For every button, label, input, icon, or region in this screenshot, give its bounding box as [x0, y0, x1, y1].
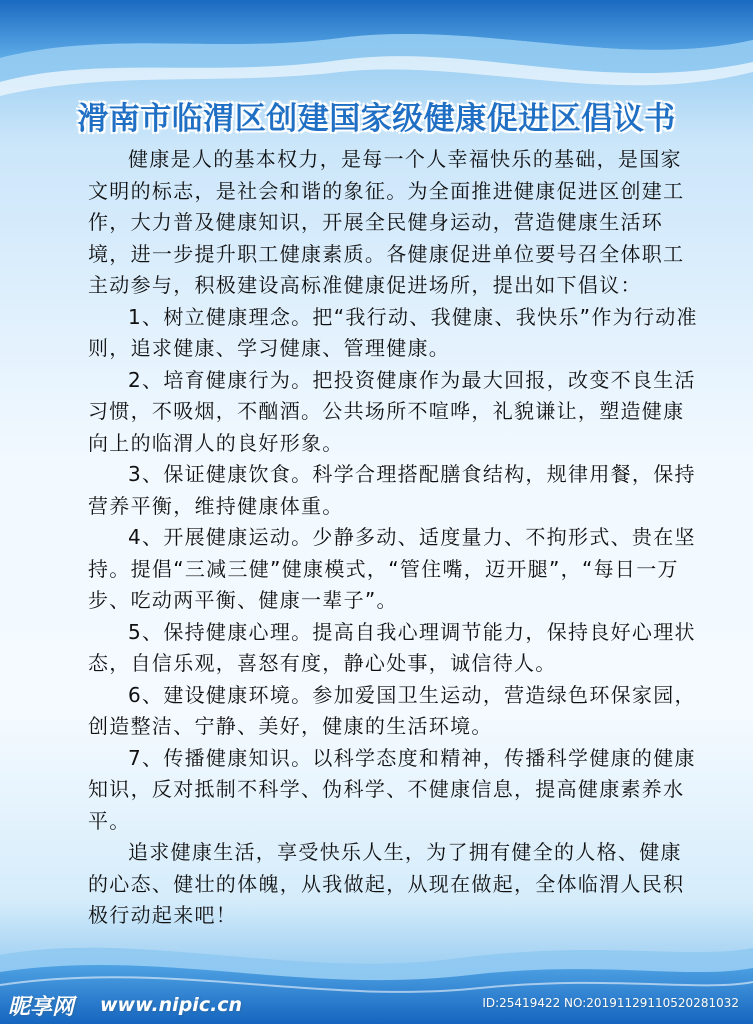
item-4-paragraph: 4、开展健康运动。少静多动、适度量力、不拘形式、贵在坚持。提倡“三减三健”健康模式，“管住嘴，迈开腿”，“每日一万步、吃动两平衡、健康一辈子”。 [88, 525, 696, 612]
proposal-body [88, 144, 703, 932]
item-6-paragraph: 6、建设健康环境。参加爱国卫生运动，营造绿色环保家园，创造整洁、宁静、美好，健康的生活环境。 [88, 682, 696, 738]
intro-paragraph: 健康是人的基本权力，是每一个人幸福快乐的基础，是国家文明的标志，是社会和谐的象征。为全面推进健康促进区创建工作，大力普及健康知识，开展全民健身运动，营造健康生活环境，进一步提升职工健康素质。各健康促进单位要号召全体职工主动参与，积极建设高标准健康促进场所，提出如下倡议： [88, 147, 685, 297]
item-1-paragraph: 1、树立健康理念。把“我行动、我健康、我快乐”作为行动准则，追求健康、学习健康、管理健康。 [88, 304, 698, 360]
watermark-id: ID:25419422 NO:20191129110520281032 [482, 996, 739, 1010]
item-5-paragraph: 5、保持健康心理。提高自我心理调节能力，保持良好心理状态，自信乐观，喜怒有度，静心处事，诚信待人。 [88, 619, 696, 675]
item-7-paragraph: 7、传播健康知识。以科学态度和精神，传播科学健康的健康知识，反对抵制不科学、伪科学、不健康信息，提高健康素养水平。 [88, 745, 696, 833]
page-title: 滑南市临渭区创建国家级健康促进区倡议书 [77, 101, 676, 137]
item-2-paragraph: 2、培育健康行为。把投资健康作为最大回报，改变不良生活习惯，不吸烟，不酗酒。公共场所不喧哗，礼貌谦让，塑造健康向上的临渭人的良好形象。 [88, 367, 696, 455]
watermark-url: www.nipic.cn [100, 994, 243, 1016]
closing-paragraph: 追求健康生活，享受快乐人生，为了拥有健全的人格、健康的心态、健壮的体魄，从我做起，从现在做起，全体临渭人民积极行动起来吧！ [88, 840, 685, 927]
watermark-logo: 昵享网 [8, 995, 75, 1020]
item-3-paragraph: 3、保证健康饮食。科学合理搭配膳食结构，规律用餐，保持营养平衡，维持健康体重。 [88, 462, 696, 518]
